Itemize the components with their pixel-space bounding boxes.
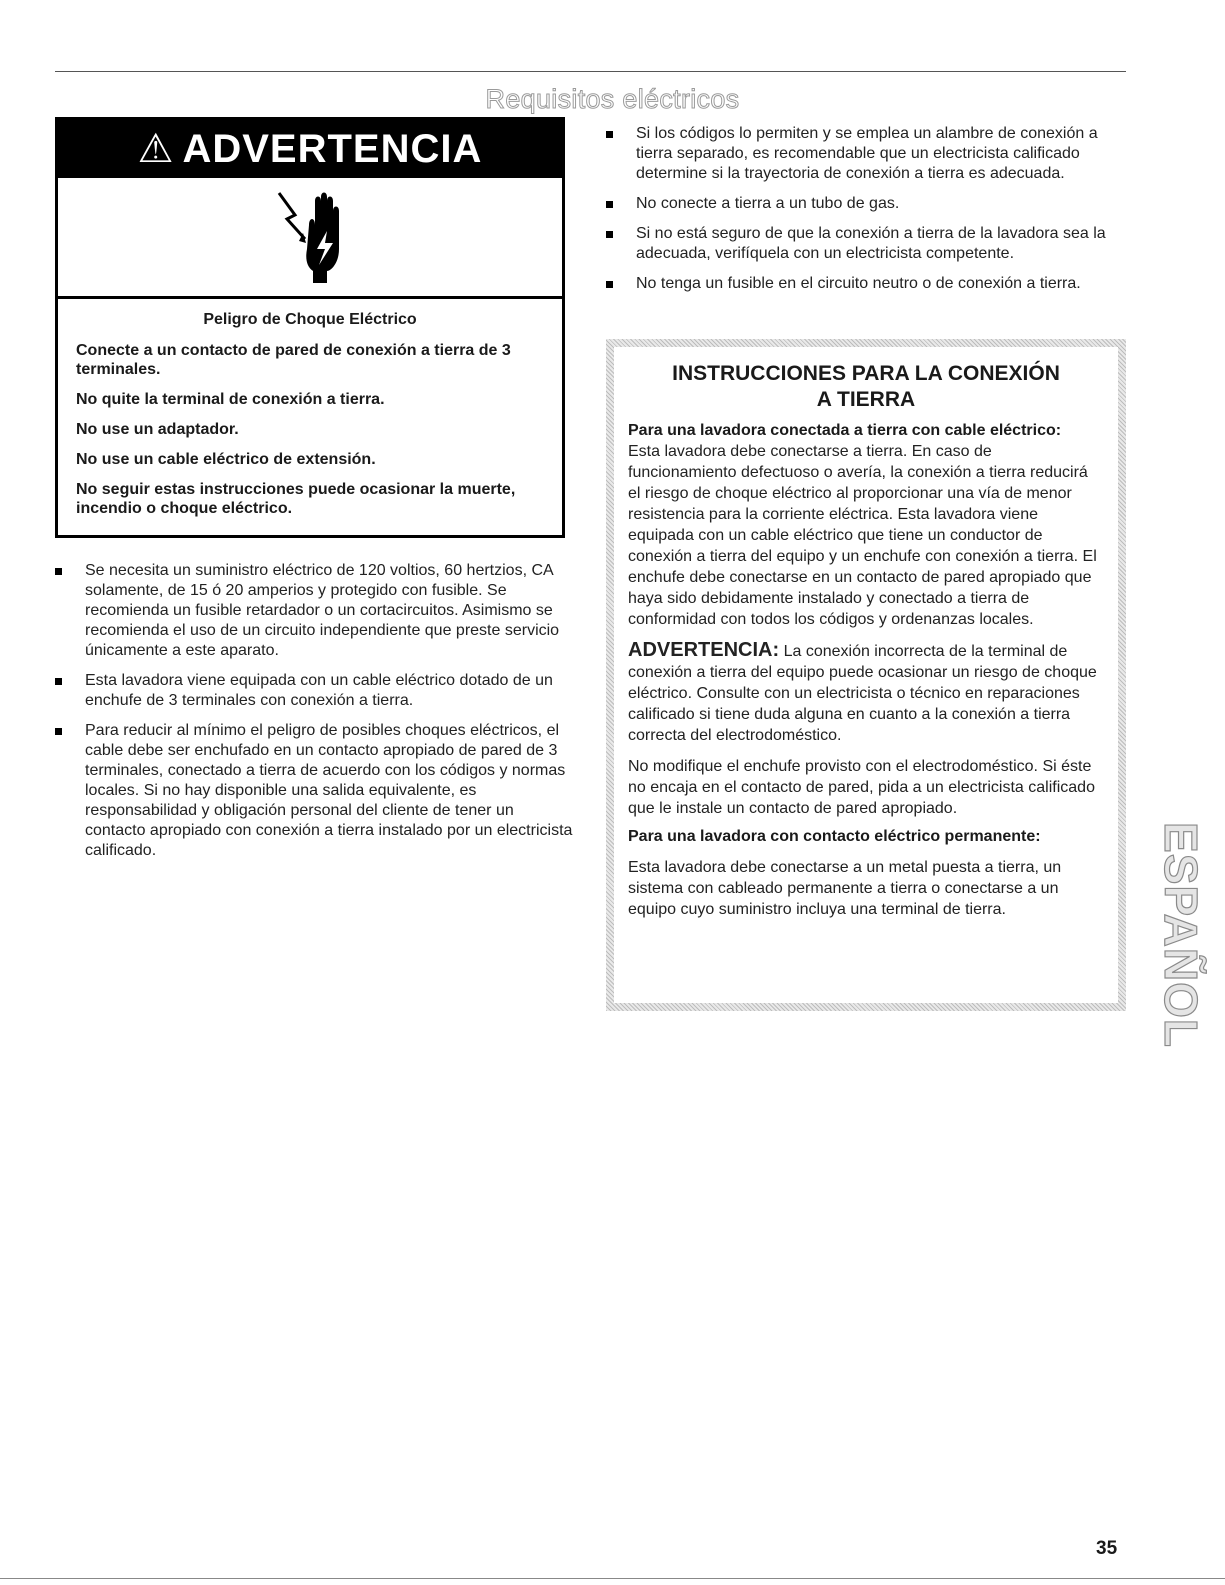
warning-box: [55, 117, 565, 538]
warning-icon-area: [58, 178, 562, 299]
section-title: Requisitos eléctricos: [485, 84, 740, 114]
grounding-title: [628, 361, 1104, 413]
list-item: Esta lavadora viene equipada con un cable eléctrico dotado de un enchufe de 3 terminales con conexión a tierra.: [55, 671, 575, 711]
list-item: No tenga un fusible en el circuito neutro o de conexión a tierra.: [606, 274, 1126, 294]
cord-connected-text: Esta lavadora debe conectarse a tierra. En caso de funcionamiento defectuoso o avería, la conexión a tierra reducirá el riesgo de choque eléctrico al proporcionar una vía de menor resistencia para la corriente eléctrica. Esta lavadora viene equipada con un cable eléctrico que tiene un conductor de conexión a tierra del equipo y un enchufe con conexión a tierra. El enchufe debe conectarse en un contacto de pared apropiado que haya sido debidamente instalado y conectado a tierra de conformidad con todos los códigos y ordenanzas locales.: [628, 443, 1097, 628]
list-item: Para reducir al mínimo el peligro de posibles choques eléctricos, el cable debe ser enchufado en un contacto apropiado de pared de 3 terminales, conectado a tierra de acuerdo con los códigos y normas locales. Si no hay disponible una salida equivalente, es responsabilidad y obligación personal del cliente de tener un contacto apropiado con conexión a tierra instalado por un electricista calificado.: [55, 721, 575, 861]
warning-header: [58, 120, 562, 178]
list-item: No conecte a tierra a un tubo de gas.: [606, 194, 1126, 214]
electric-shock-hand-icon: [265, 187, 355, 287]
warning-triangle-icon: ⚠: [137, 127, 175, 171]
left-bullet-list: [55, 561, 575, 871]
list-item: Si no está seguro de que la conexión a tierra de la lavadora sea la adecuada, verifíquela con un electricista competente.: [606, 224, 1126, 264]
permanent-connection-text: Esta lavadora debe conectarse a un metal puesta a tierra, un sistema con cableado permanente a tierra o conectarse a un equipo cuyo suministro incluya una terminal de tierra.: [628, 859, 1062, 918]
hazard-type: Peligro de Choque Eléctrico: [203, 311, 417, 328]
warning-line: No seguir estas instrucciones puede ocasionar la muerte, incendio o choque eléctrico.: [76, 481, 516, 517]
grounding-warning-label: ADVERTENCIA:: [628, 639, 780, 661]
page-number: 35: [1096, 1538, 1118, 1559]
cord-connected-heading: Para una lavadora conectada a tierra con cable eléctrico:: [628, 422, 1062, 439]
warning-line: No quite la terminal de conexión a tierra.: [76, 391, 385, 408]
grounding-instructions-box: [606, 339, 1126, 1011]
grounding-warning-text: La conexión incorrecta de la terminal de conexión a tierra del equipo puede ocasionar un riesgo de choque eléctrico. Consulte con un electricista o técnico en reparaciones calificado si tiene duda alguna en cuanto a la conexión a tierra correcta del electrodoméstico.: [628, 643, 1097, 744]
grounding-warning-paragraph: [628, 640, 1104, 746]
top-rule: [55, 71, 1126, 72]
language-tab: [1140, 810, 1222, 1060]
warning-line: No use un cable eléctrico de extensión.: [76, 451, 376, 468]
grounding-instructions-content: [614, 347, 1118, 1003]
grounding-title-line1: INSTRUCCIONES PARA LA CONEXIÓN: [672, 362, 1060, 385]
plug-modification-text: No modifique el enchufe provisto con el electrodoméstico. Si éste no encaja en el contacto de pared, pida a un electricista calificado que le instale un contacto de pared apropiado.: [628, 758, 1095, 817]
list-item: Si los códigos lo permiten y se emplea un alambre de conexión a tierra separado, es recomendable que un electricista calificado determine si la trayectoria de conexión a tierra es adecuada.: [606, 124, 1126, 184]
language-tab-label: ESPAÑOL: [1155, 822, 1208, 1048]
warning-line: No use un adaptador.: [76, 421, 239, 438]
warning-heading: ADVERTENCIA: [182, 126, 483, 171]
permanent-connection-heading: Para una lavadora con contacto eléctrico permanente:: [628, 828, 1041, 845]
grounding-title-line2: A TIERRA: [816, 388, 916, 411]
warning-line: Conecte a un contacto de pared de conexión a tierra de 3 terminales.: [76, 342, 511, 378]
right-bullet-list: [606, 124, 1126, 304]
bottom-rule: [0, 1578, 1225, 1579]
list-item: Se necesita un suministro eléctrico de 120 voltios, 60 hertzios, CA solamente, de 15 ó 20 amperios y protegido con fusible. Se recomienda un fusible retardador o un cortacircuitos. Asimismo se recomienda el uso de un circuito independiente que preste servicio únicamente a este aparato.: [55, 561, 575, 661]
